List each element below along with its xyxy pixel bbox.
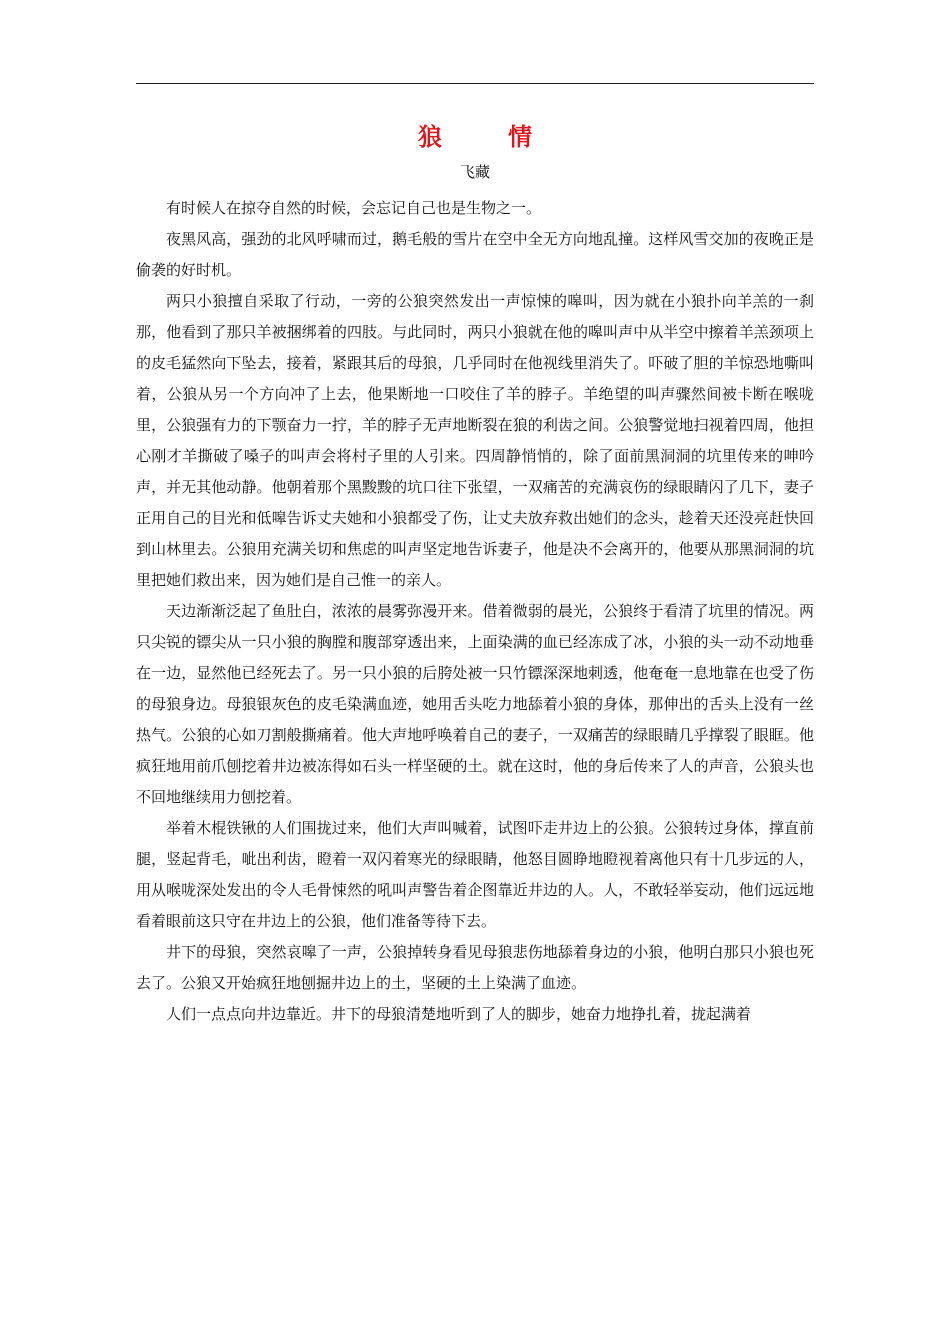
paragraph: 人们一点点向井边靠近。井下的母狼清楚地听到了人的脚步，她奋力地挣扎着，拢起满着 [166, 1005, 752, 1023]
paragraph: 有时候人在掠夺自然的时候，会忘记自己也是生物之一。 [166, 199, 542, 217]
title-char-1: 狼 [418, 123, 442, 151]
header-rule [136, 83, 814, 84]
paragraph: 举着木棍铁锹的人们围拢过来，他们大声叫喊着，试图吓走井边上的公狼。公狼转过身体，撑直前腿，竖起背毛，呲出利齿，瞪着一双闪着寒光的绿眼睛，他怒目圆睁地瞪视着离他只有十几步远的人，用从喉咙深处发出的令人毛骨悚然的吼叫声警告着企图靠近井边的人。人，不敢轻举妄动，他们远远地看着眼前这只守在井边上的公狼，他们准备等待下去。 [136, 819, 814, 930]
paragraph: 井下的母狼，突然哀嗥了一声，公狼掉转身看见母狼悲伤地舔着身边的小狼，他明白那只小狼也死去了。公狼又开始疯狂地刨掘井边上的土，坚硬的土上染满了血迹。 [136, 943, 814, 992]
paragraph: 两只小狼擅自采取了行动，一旁的公狼突然发出一声惊悚的嗥叫，因为就在小狼扑向羊羔的一刹那，他看到了那只羊被捆绑着的四肢。与此同时，两只小狼就在他的嗥叫声中从半空中擦着羊羔颈项上的皮毛猛然向下坠去，接着，紧跟其后的母狼，几乎同时在他视线里消失了。吓破了胆的羊惊恐地嘶叫着，公狼从另一个方向冲了上去，他果断地一口咬住了羊的脖子。羊绝望的叫声骤然间被卡断在喉咙里，公狼强有力的下颚奋力一拧，羊的脖子无声地断裂在狼的利齿之间。公狼警觉地扫视着四周，他担心刚才羊撕破了嗓子的叫声会将村子里的人引来。四周静悄悄的，除了面前黑洞洞的坑里传来的呻吟声，并无其他动静。他朝着那个黑黢黢的坑口往下张望，一双痛苦的充满哀伤的绿眼睛闪了几下，妻子正用自己的目光和低嗥告诉丈夫她和小狼都受了伤，让丈夫放弃救出她们的念头，趁着天还没亮赶快回到山林里去。公狼用充满关切和焦虑的叫声坚定地告诉妻子，他是决不会离开的，他要从那黑洞洞的坑里把她们救出来，因为她们是自己惟一的亲人。 [136, 292, 814, 589]
paragraph: 夜黑风高，强劲的北风呼啸而过，鹅毛般的雪片在空中全无方向地乱撞。这样风雪交加的夜晚正是偷袭的好时机。 [136, 230, 814, 279]
title-char-2: 情 [508, 123, 532, 151]
article-title [136, 118, 814, 156]
article-author: 飞藏 [459, 163, 490, 181]
article-body [136, 193, 814, 1030]
paragraph: 天边渐渐泛起了鱼肚白，浓浓的晨雾弥漫开来。借着微弱的晨光，公狼终于看清了坑里的情况。两只尖锐的镖尖从一只小狼的胸膛和腹部穿透出来，上面染满的血已经冻成了冰，小狼的头一动不动地垂在一边，显然他已经死去了。另一只小狼的后胯处被一只竹镖深深地刺透，他奄奄一息地靠在也受了伤的母狼身边。母狼银灰色的皮毛染满血迹，她用舌头吃力地舔着小狼的身体，那伸出的舌头上没有一丝热气。公狼的心如刀割般撕痛着。他大声地呼唤着自己的妻子，一双痛苦的绿眼睛几乎撑裂了眼眶。他疯狂地用前爪刨挖着井边被冻得如石头一样坚硬的土。就在这时，他的身后传来了人的声音，公狼头也不回地继续用力刨挖着。 [136, 602, 814, 806]
